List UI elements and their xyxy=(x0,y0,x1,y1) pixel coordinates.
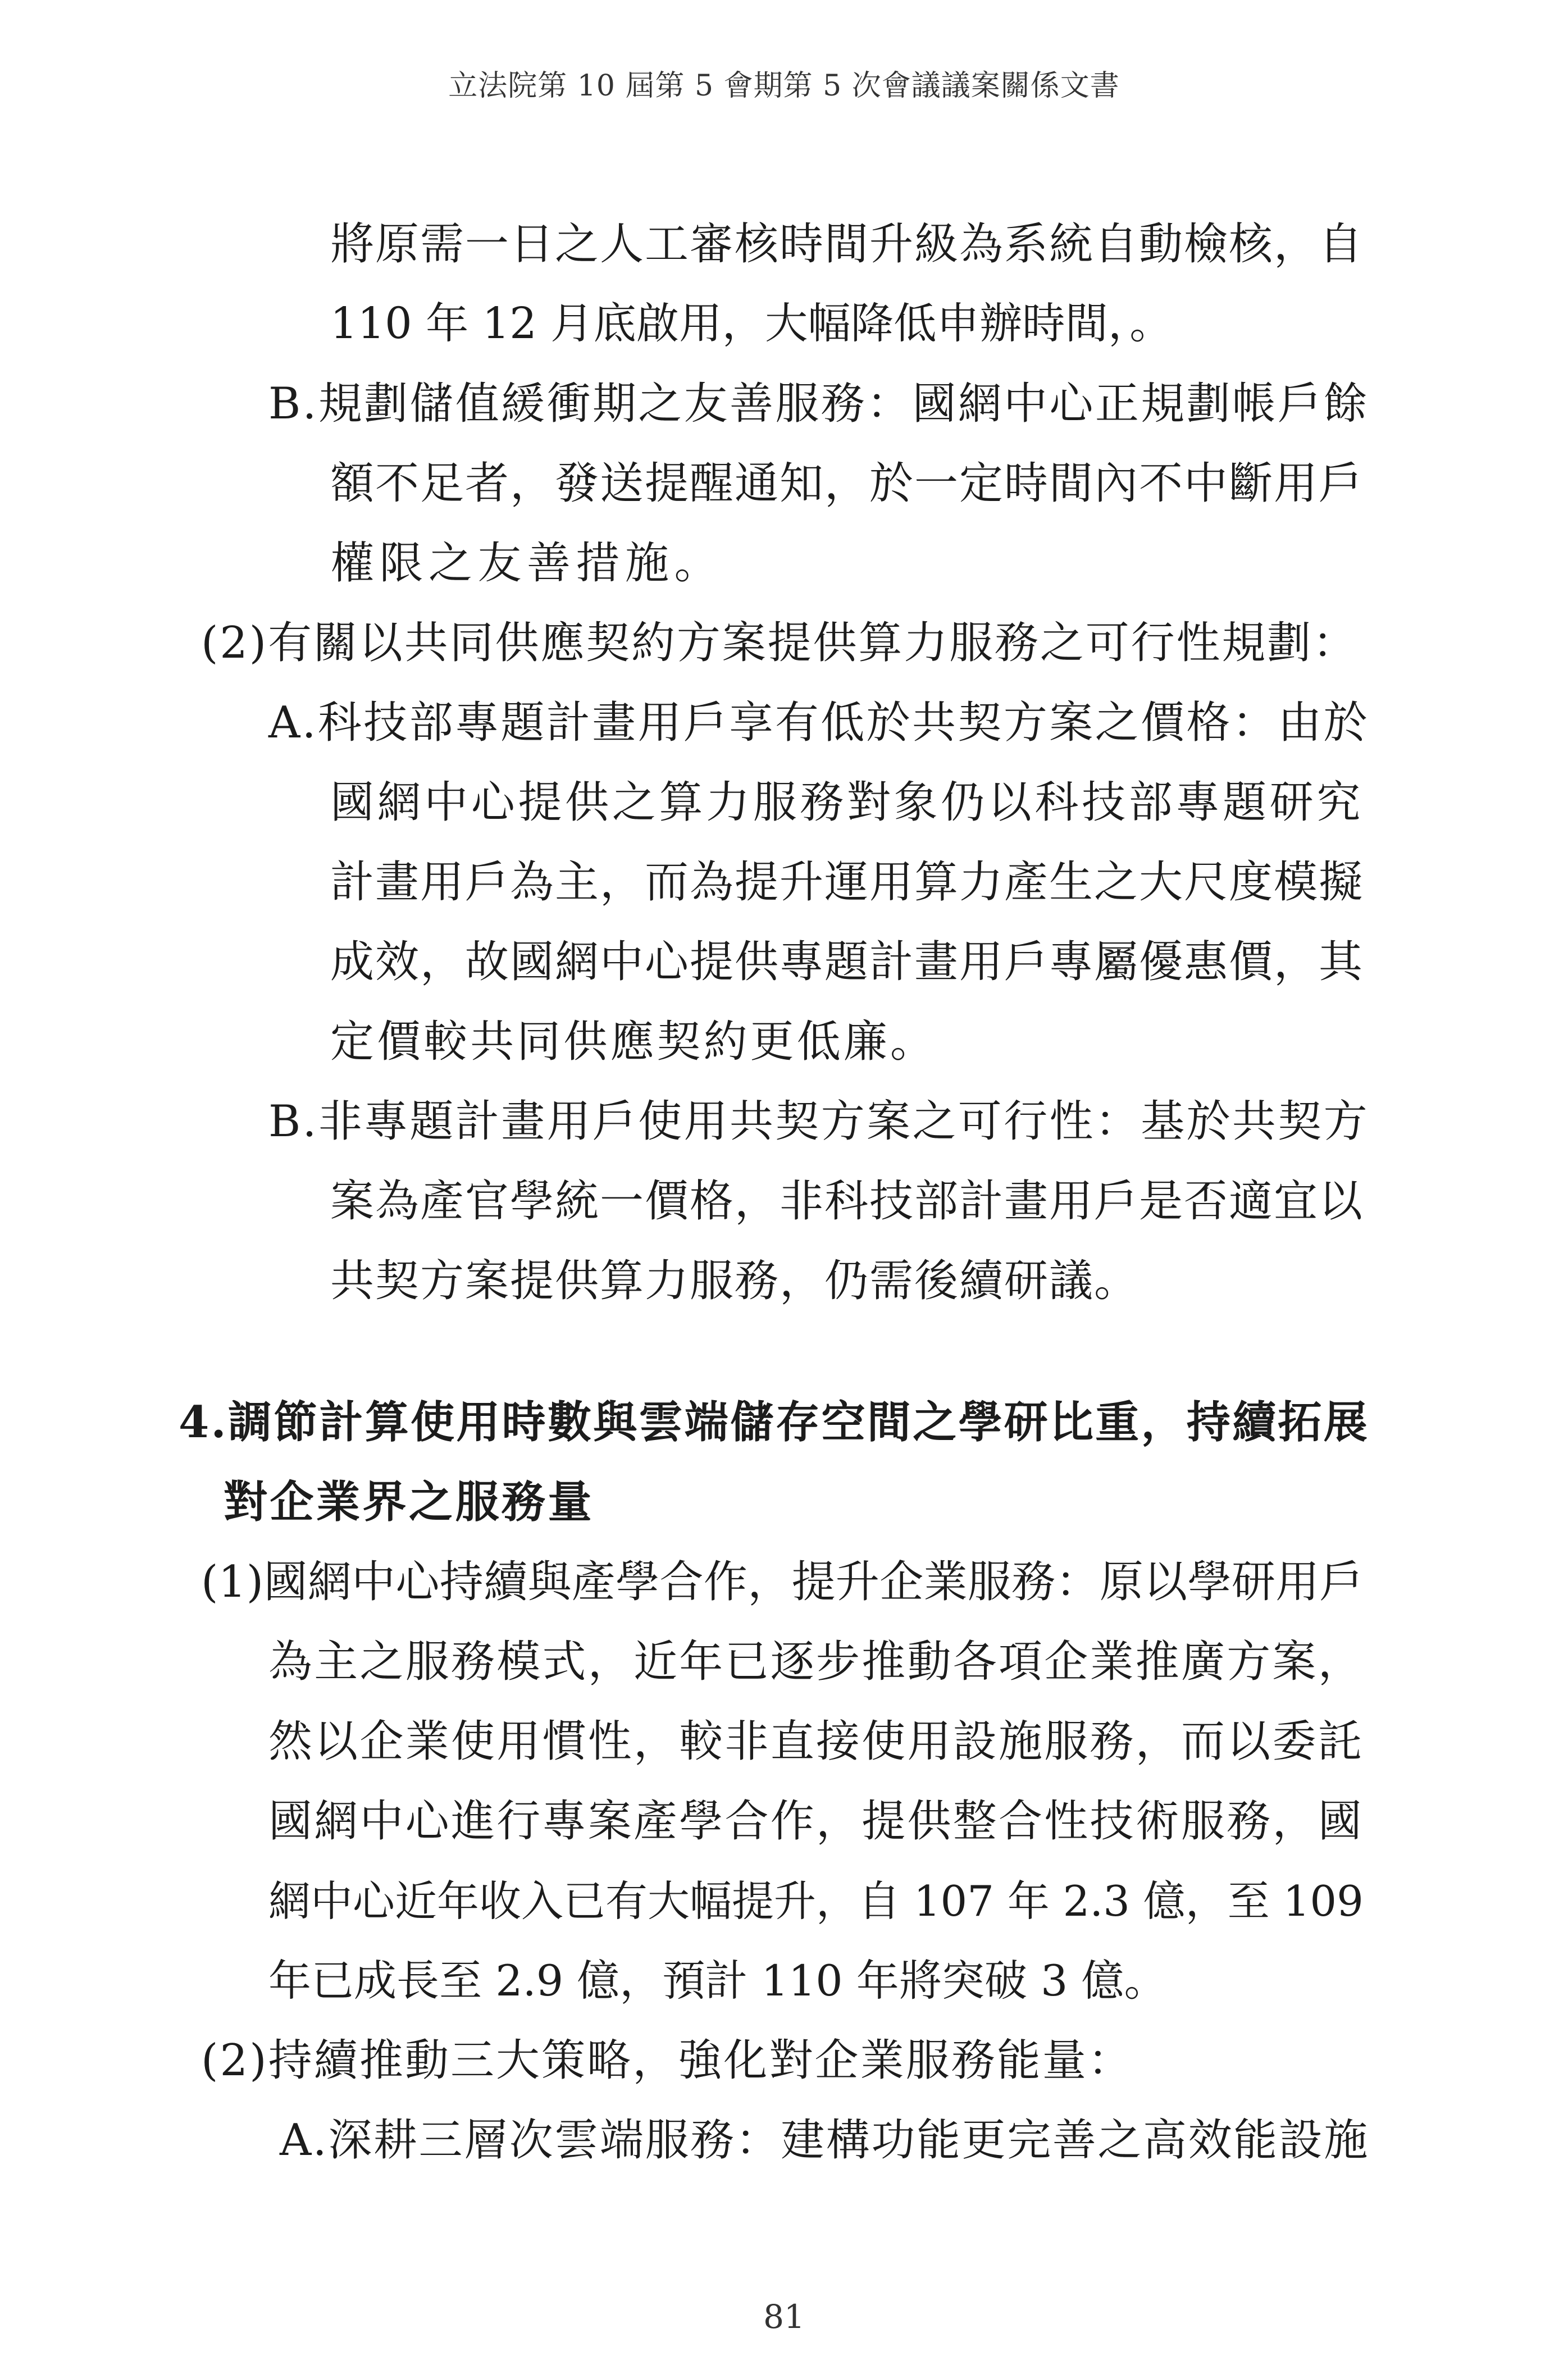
text-line: (2)有關以共同供應契約方案提供算力服務之可行性規劃： xyxy=(201,618,1358,668)
text-line: 共契方案提供算力服務，仍需後續研議。 xyxy=(330,1256,1139,1306)
text-line: A.科技部專題計畫用戶享有低於共契方案之價格：由於 xyxy=(268,698,1369,748)
text-line: 權限之友善措施。 xyxy=(330,538,723,589)
text-line: 將原需一日之人工審核時間升級為系統自動檢核，自 xyxy=(330,219,1364,270)
text-line: 定價較共同供應契約更低廉。 xyxy=(330,1017,937,1067)
text-line: 網中心近年收入已有大幅提升，自 107 年 2.3 億，至 109 xyxy=(268,1876,1364,1926)
section-heading: 4.調節計算使用時數與雲端儲存空間之學研比重，持續拓展 xyxy=(179,1397,1369,1448)
text-line: (2)持續推動三大策略，強化對企業服務能量： xyxy=(201,2035,1133,2086)
text-line: 然以企業使用慣性，較非直接使用設施服務，而以委託 xyxy=(268,1716,1364,1767)
text-line: 110 年 12 月底啟用，大幅降低申辦時間，。 xyxy=(330,299,1173,349)
text-line: 案為產官學統一價格，非科技部計畫用戶是否適宜以 xyxy=(330,1176,1364,1227)
page-number: 81 xyxy=(763,2298,805,2336)
text-line: 國網中心提供之算力服務對象仍以科技部專題研究 xyxy=(330,777,1364,828)
text-line: (1)國網中心持續與產學合作，提升企業服務：原以學研用戶 xyxy=(201,1557,1364,1607)
text-line: B.非專題計畫用戶使用共契方案之可行性：基於共契方 xyxy=(268,1096,1369,1147)
text-line: 計畫用戶為主，而為提升運用算力產生之大尺度模擬 xyxy=(330,857,1364,908)
section-heading-continued: 對企業界之服務量 xyxy=(224,1477,594,1528)
text-line: 額不足者，發送提醒通知，於一定時間內不中斷用戶 xyxy=(330,458,1364,509)
text-line: B.規劃儲值緩衝期之友善服務：國網中心正規劃帳戶餘 xyxy=(268,379,1369,429)
text-line: A.深耕三層次雲端服務：建構功能更完善之高效能設施 xyxy=(280,2115,1369,2166)
text-line: 成效，故國網中心提供專題計畫用戶專屬優惠價，其 xyxy=(330,937,1364,987)
text-line: 年已成長至 2.9 億，預計 110 年將突破 3 億。 xyxy=(268,1956,1167,2006)
page-header: 立法院第 10 屆第 5 會期第 5 次會議議案關係文書 xyxy=(448,69,1120,103)
text-line: 國網中心進行專案產學合作，提供整合性技術服務，國 xyxy=(268,1796,1364,1847)
text-line: 為主之服務模式，近年已逐步推動各項企業推廣方案， xyxy=(268,1637,1364,1687)
